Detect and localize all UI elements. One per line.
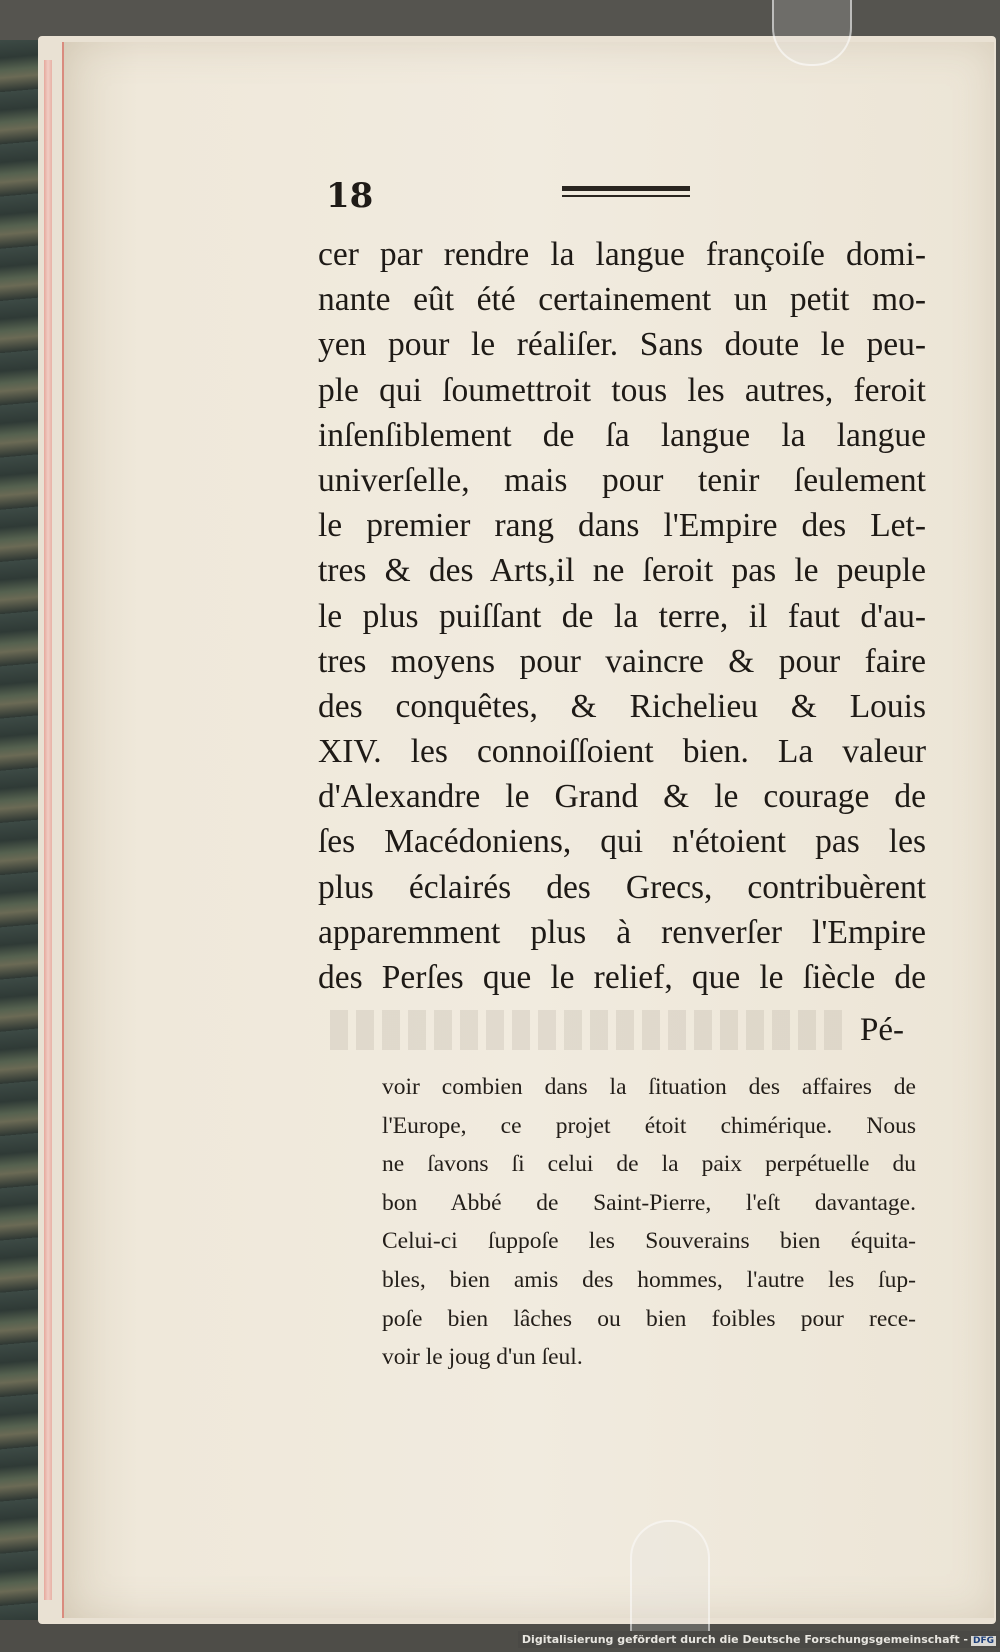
footnote-line: poſe bien lâches ou bien foibles pour rece- xyxy=(382,1305,916,1332)
text-line: des conquêtes, & Richelieu & Louis xyxy=(318,687,926,725)
text-line: yen pour le réaliſer. Sans doute le peu- xyxy=(318,326,926,364)
footnote-line: l'Europe, ce projet étoit chimérique. Nous xyxy=(382,1112,916,1139)
footnote-line: voir le joug d'un ſeul. xyxy=(382,1344,583,1371)
dfg-logo-icon: DFG xyxy=(972,1636,994,1646)
text-line: plus éclairés des Grecs, contribuèrent xyxy=(318,868,926,906)
bleed-through-text xyxy=(330,1010,850,1050)
text-line: nante eût été certainement un petit mo- xyxy=(318,281,926,319)
text-line: le premier rang dans l'Empire des Let- xyxy=(318,507,926,545)
catchword: Pé- xyxy=(860,1012,904,1048)
header-rule-thick xyxy=(562,186,690,191)
red-page-edge xyxy=(44,60,52,1600)
text-line: tres moyens pour vaincre & pour faire xyxy=(318,642,926,680)
bottom-clip xyxy=(630,1520,710,1632)
text-line: XIV. les connoiſſoient bien. La valeur xyxy=(318,733,926,771)
text-line: le plus puiſſant de la terre, il faut d'au- xyxy=(318,597,926,635)
text-line: tres & des Arts,il ne ſeroit pas le peuple xyxy=(318,552,926,590)
footnote-line: Celui-ci ſuppoſe les Souverains bien équita- xyxy=(382,1228,916,1255)
header-rule-thin xyxy=(562,195,690,197)
text-line: d'Alexandre le Grand & le courage de xyxy=(318,778,926,816)
page-number: 18 xyxy=(326,176,374,216)
main-text-block xyxy=(318,232,926,1000)
footnote-line: voir combien dans la ſituation des affaires de xyxy=(382,1074,916,1100)
text-line: ple qui ſoumettroit tous les autres, feroit xyxy=(318,371,926,409)
text-line: univerſelle, mais pour tenir ſeulement xyxy=(318,461,926,499)
footnote-line: ne ſavons ſi celui de la paix perpétuelle du xyxy=(382,1151,916,1178)
text-line: des Perſes que le relief, que le ſiècle de xyxy=(318,959,926,996)
footnote-line: bon Abbé de Saint-Pierre, l'eſt davantage. xyxy=(382,1189,916,1216)
footnote-block xyxy=(382,1068,916,1377)
text-line: apparemment plus à renverſer l'Empire xyxy=(318,913,926,951)
credit-text: Digitalisierung gefördert durch die Deutsche Forschungsgemeinschaft - xyxy=(521,1633,968,1646)
text-line: inſenſiblement de ſa langue la langue xyxy=(318,416,926,454)
text-line: ſes Macédoniens, qui n'étoient pas les xyxy=(318,823,926,861)
footnote-line: bles, bien amis des hommes, l'autre les ſup- xyxy=(382,1266,916,1293)
digitization-credit xyxy=(518,1631,1000,1648)
header-rule xyxy=(562,186,690,200)
text-line: cer par rendre la langue françoiſe domi- xyxy=(318,236,926,273)
